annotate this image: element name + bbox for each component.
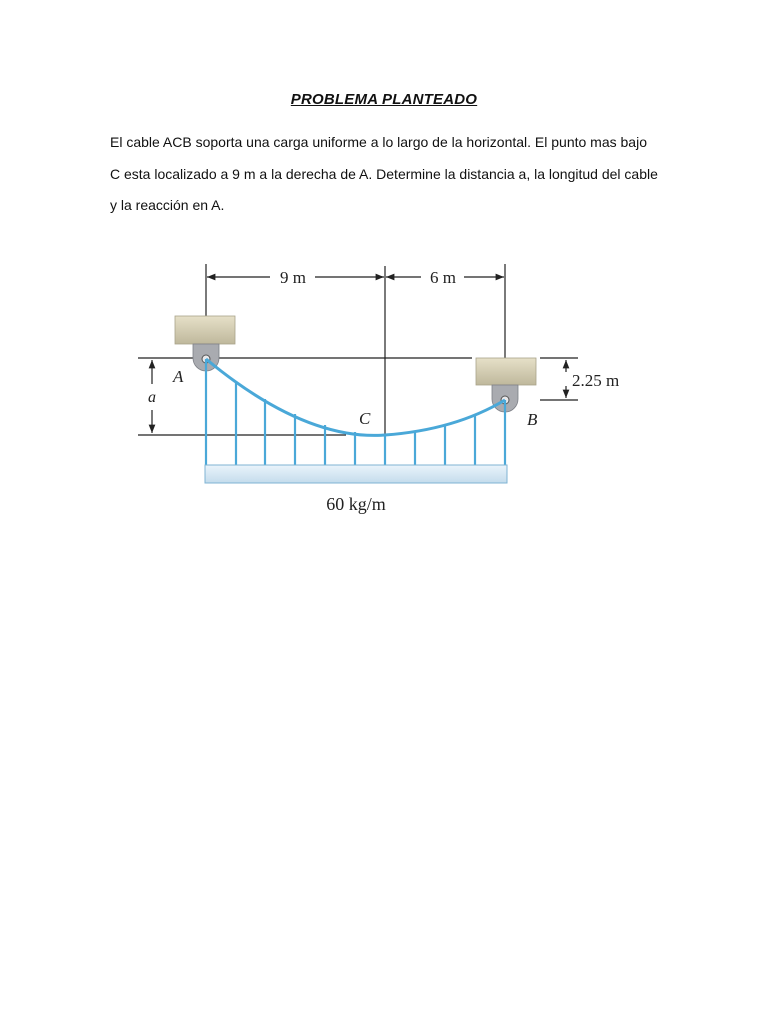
label-point-a: A — [173, 367, 184, 386]
load-beam — [205, 465, 507, 483]
hanger-group — [206, 359, 505, 466]
problem-title: PROBLEMA PLANTEADO — [290, 91, 478, 108]
dimension-label-6m: 6 m — [430, 268, 456, 287]
dimension-label-225m: 2.25 m — [572, 371, 620, 390]
statement-line-1: El cable ACB soporta una carga uniforme a lo largo de la horizontal. El punto mas bajo — [110, 134, 647, 150]
support-block-b — [476, 358, 536, 385]
load-label: 60 kg/m — [326, 494, 386, 514]
statement-line-3: y la reacción en A. — [110, 197, 225, 213]
label-point-c: C — [359, 409, 371, 428]
dimension-label-9m: 9 m — [280, 268, 306, 287]
cable-acb — [206, 359, 505, 435]
statement-line-2: C esta localizado a 9 m a la derecha de A. Determine la distancia a, la longitud del cable — [110, 165, 658, 182]
support-block-a — [175, 316, 235, 344]
dimension-label-a: a — [148, 389, 156, 406]
label-point-b: B — [527, 410, 538, 429]
